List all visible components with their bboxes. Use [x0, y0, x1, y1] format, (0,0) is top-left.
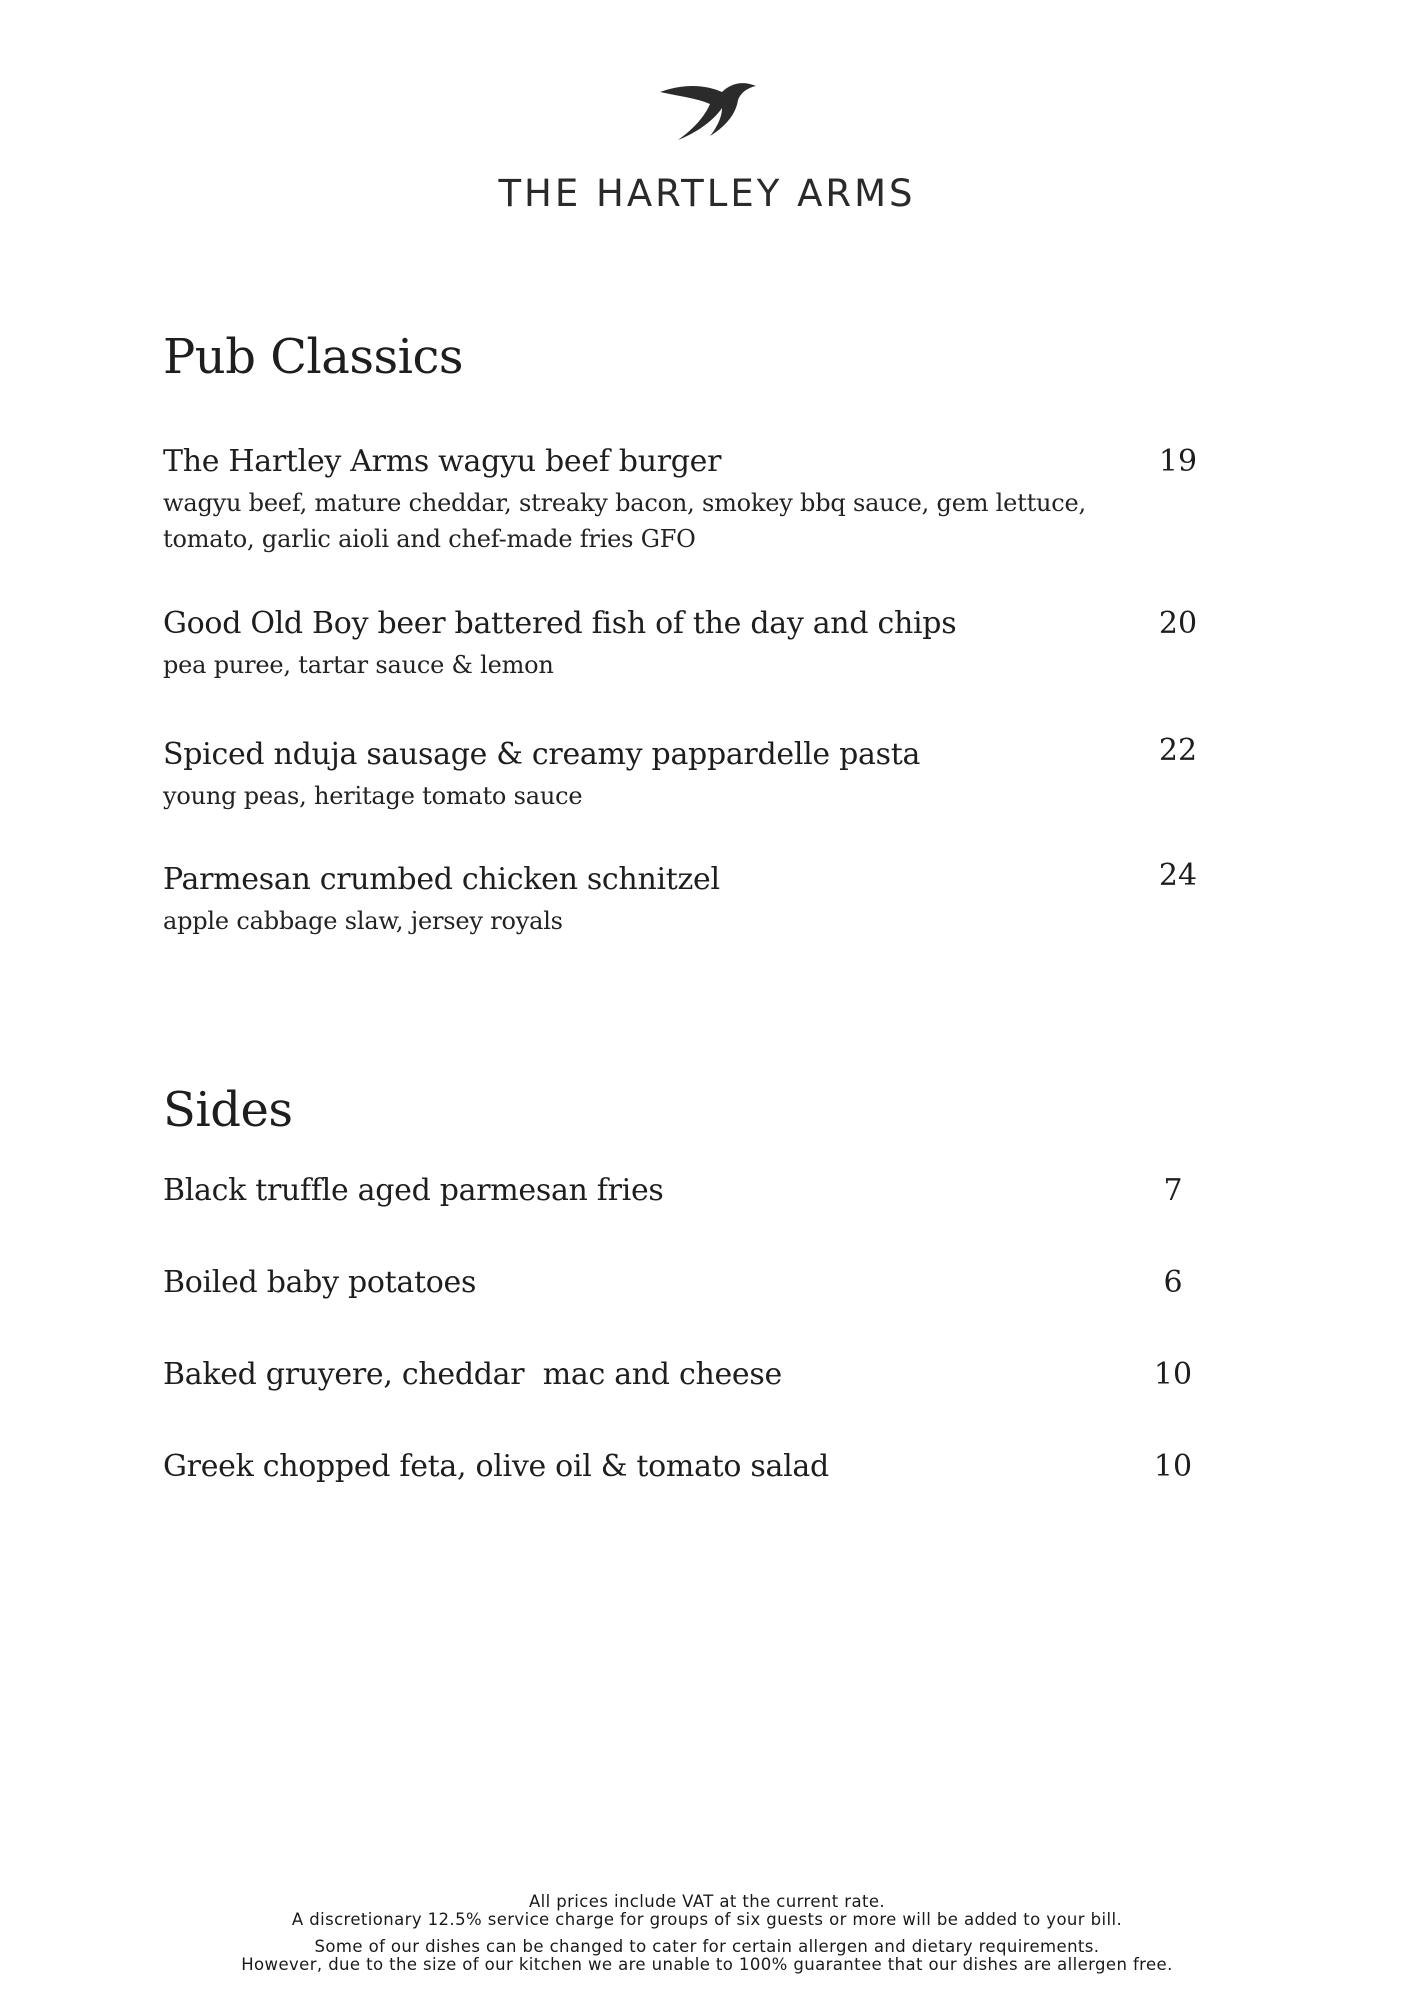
header — [0, 70, 1414, 215]
item-description: young peas, heritage tomato sauce — [163, 782, 583, 810]
footer-service-charge-note: A discretionary 12.5% service charge for groups of six guests or more will be added to your bill. — [291, 1910, 1123, 1929]
item-price: 10 — [1153, 1357, 1193, 1392]
item-price: 22 — [1158, 733, 1198, 768]
section-title-pub-classics: Pub Classics — [163, 329, 464, 385]
footer-allergen-note: Some of our dishes can be changed to cater for certain allergen and dietary requirements. — [314, 1937, 1100, 1956]
item-price: 10 — [1153, 1449, 1193, 1484]
item-price: 6 — [1163, 1265, 1183, 1300]
brand-name: THE HARTLEY ARMS — [498, 172, 916, 215]
footer-vat-note: All prices include VAT at the current rate. — [528, 1892, 886, 1911]
menu-item — [163, 1173, 1203, 1209]
menu-item — [163, 1265, 1203, 1301]
footer-notes — [0, 1893, 1414, 1974]
menu-item — [163, 1357, 1203, 1393]
item-price: 20 — [1158, 606, 1198, 641]
item-name: Greek chopped feta, olive oil & tomato salad — [163, 1449, 829, 1484]
swallow-bird-icon — [652, 70, 762, 150]
menu-item — [163, 1449, 1203, 1485]
item-name: The Hartley Arms wagyu beef burger — [163, 444, 722, 479]
item-price: 24 — [1158, 858, 1198, 893]
section-title-sides: Sides — [163, 1082, 293, 1138]
menu-item — [163, 444, 1203, 557]
menu-item — [163, 733, 1203, 815]
item-description: apple cabbage slaw, jersey royals — [163, 907, 563, 935]
item-name: Good Old Boy beer battered fish of the day and chips — [163, 606, 957, 641]
item-name: Parmesan crumbed chicken schnitzel — [163, 862, 720, 897]
item-price: 19 — [1158, 444, 1198, 479]
item-price: 7 — [1163, 1173, 1183, 1208]
item-description: wagyu beef, mature cheddar, streaky bacon, smokey bbq sauce, gem lettuce, tomato, garlic aioli and chef-made fries GFO — [163, 489, 1086, 553]
item-name: Spiced nduja sausage & creamy pappardelle pasta — [163, 737, 921, 772]
item-name: Baked gruyere, cheddar mac and cheese — [163, 1357, 782, 1392]
item-description: pea puree, tartar sauce & lemon — [163, 651, 554, 679]
menu-item — [163, 858, 1203, 940]
menu-item — [163, 606, 1203, 684]
item-name: Boiled baby potatoes — [163, 1265, 477, 1300]
item-name: Black truffle aged parmesan fries — [163, 1173, 664, 1208]
footer-allergen-disclaimer: However, due to the size of our kitchen we are unable to 100% guarantee that our dishes are allergen free. — [241, 1955, 1173, 1974]
